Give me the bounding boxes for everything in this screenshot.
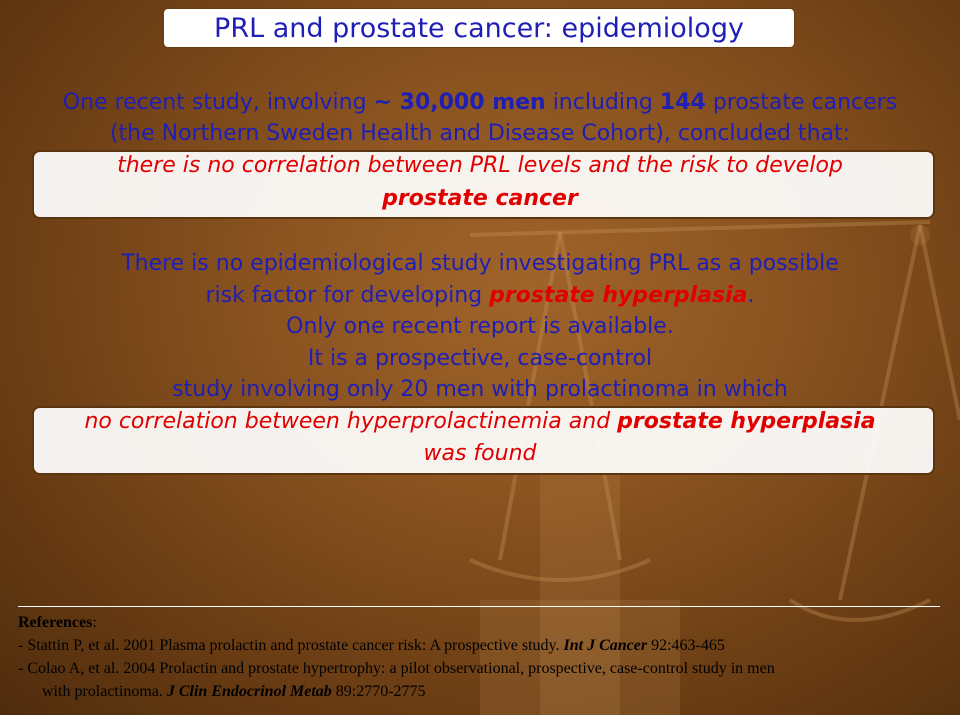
hyperplasia-paragraph [0,248,960,406]
conclusion-2-line-2: was found [423,441,537,466]
conclusion-2-line-1: no correlation between hyperprolactinemia and prostate hyperplasia [84,409,876,434]
conclusion-1-line-2: prostate cancer [382,186,578,211]
intro-line-2: (the Northern Sweden Health and Disease Cohort), concluded that: [109,121,851,146]
references-heading: References: [18,614,97,631]
hyperplasia-line-4: It is a prospective, case-control [307,345,653,371]
reference-1: - Stattin P, et al. 2001 Plasma prolactin and prostate cancer risk: A prospective study. Int J Cancer 92:463-465 [18,637,725,654]
hyperplasia-line-3: Only one recent report is available. [286,314,674,339]
slide-title: PRL and prostate cancer: epidemiology [163,8,795,48]
conclusion-1-line-1: there is no correlation between PRL levels and the risk to develop [117,153,843,178]
hyperplasia-line-1: There is no epidemiological study investigating PRL as a possible [121,251,839,276]
hyperplasia-line-2: risk factor for developing prostate hyperplasia. [205,282,755,308]
hyperplasia-line-5: study involving only 20 men with prolactinoma in which [172,377,788,402]
intro-line-1: One recent study, involving ~ 30,000 men including 144 prostate cancers [62,90,898,115]
intro-paragraph [0,87,960,149]
reference-2-continued: with prolactinoma. J Clin Endocrinol Metab 89:2770-2775 [42,683,426,700]
reference-2: - Colao A, et al. 2004 Prolactin and prostate hypertrophy: a pilot observational, prospective, case-control study in men [18,660,775,677]
references-section [18,606,940,703]
